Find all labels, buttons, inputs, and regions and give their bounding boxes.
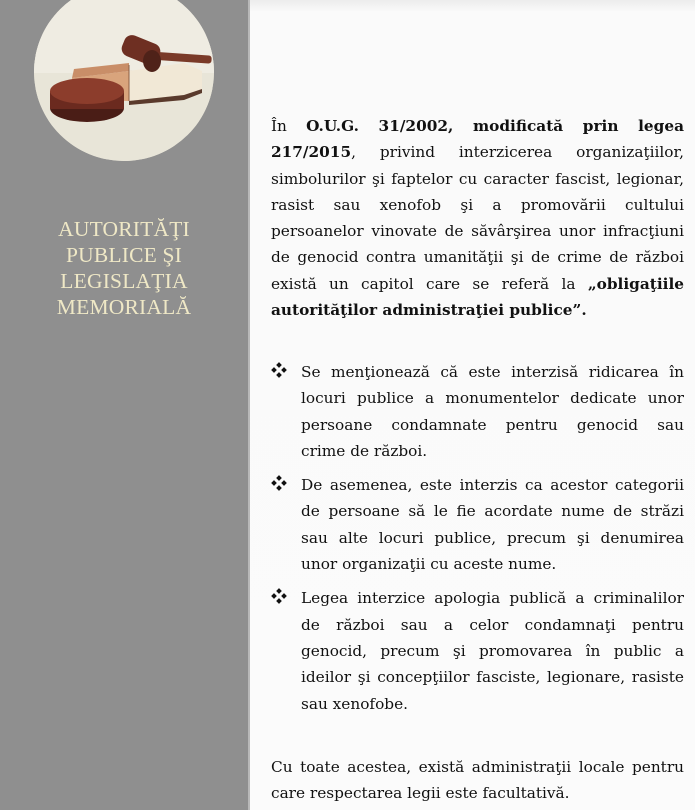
- sidebar-title: [0, 216, 248, 320]
- bullet-list: [271, 359, 684, 725]
- intro-line: simbolurilor şi faptelor cu caracter fascist, legionar,: [271, 169, 684, 188]
- bullet-item: [271, 472, 684, 577]
- bullet-line: genocid, precum şi promovarea în public a: [301, 641, 684, 660]
- closing-line: Cu toate acestea, există administraţii locale pentru: [271, 758, 684, 776]
- intro-line: 217/2015, privind interzicerea organizaţiilor,: [271, 143, 684, 162]
- intro-line: În O.U.G. 31/2002, modificată prin legea: [271, 117, 684, 135]
- bullet-item: [271, 359, 684, 464]
- bullet-line: sau xenofobe.: [301, 694, 409, 713]
- intro-paragraph: [271, 113, 684, 323]
- intro-line: autorităţilor administraţiei publice”.: [271, 301, 587, 320]
- sidebar-title-line: LEGISLAŢIA: [60, 269, 188, 293]
- bullet-line: Legea interzice apologia publică a criminalilor: [301, 589, 684, 608]
- sidebar-title-line: AUTORITĂŢI: [58, 217, 190, 241]
- bullet-line: Se menţionează că este interzisă ridicarea în: [301, 363, 684, 381]
- bullet-line: De asemenea, este interzis ca acestor categorii: [301, 476, 684, 495]
- diamond-bullet-icon: [271, 362, 287, 378]
- closing-line: care respectarea legii este facultativă.: [271, 784, 570, 803]
- intro-line: există un capitol care se referă la „obligaţiile: [271, 274, 684, 293]
- intro-line: de genocid contra umanităţii şi de crime de război: [271, 248, 684, 267]
- sidebar-title-line: PUBLICE ŞI: [65, 243, 183, 267]
- gavel-icon: [34, 0, 214, 161]
- bullet-item: [271, 585, 684, 716]
- diamond-bullet-icon: [271, 588, 287, 604]
- intro-line: persoanelor vinovate de săvârşirea unor infracţiuni: [271, 222, 684, 241]
- bullet-line: ideilor şi concepţiilor fasciste, legionare, rasiste: [301, 668, 684, 687]
- bullet-line: sau alte locuri publice, precum şi denumirea: [301, 528, 684, 547]
- diamond-bullet-icon: [271, 475, 287, 491]
- bullet-line: persoane condamnate pentru genocid sau: [301, 415, 684, 434]
- intro-line: rasist sau xenofob şi a promovării cultului: [271, 195, 684, 214]
- bullet-line: de război sau a celor condamnaţi pentru: [301, 615, 684, 634]
- sidebar: [0, 0, 248, 810]
- content-panel: [250, 0, 695, 810]
- closing-paragraph: [271, 754, 684, 807]
- bullet-line: unor organizaţii cu aceste nume.: [301, 555, 557, 574]
- bullet-line: locuri publice a monumentelor dedicate unor: [301, 389, 684, 408]
- gavel-book-image: [34, 0, 214, 161]
- bullet-line: de persoane să le fie acordate nume de străzi: [301, 502, 684, 521]
- bullet-line: crime de război.: [301, 441, 428, 460]
- sidebar-title-line: MEMORIALĂ: [56, 295, 192, 319]
